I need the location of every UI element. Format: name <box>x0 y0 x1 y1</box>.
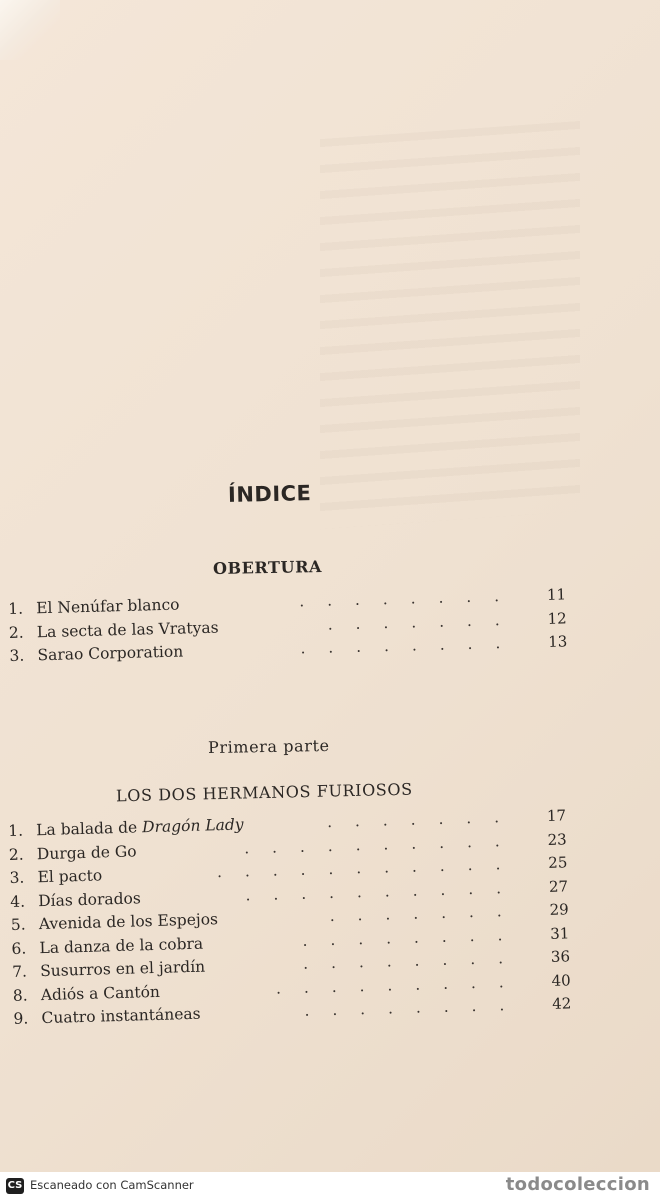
obertura-heading: OBERTURA <box>212 557 323 578</box>
camscanner-logo: CS <box>6 1178 24 1194</box>
entry-page: 40 <box>551 970 571 990</box>
entry-number: 8. <box>12 986 28 1005</box>
primera-parte-toc <box>8 806 584 1033</box>
entry-number: 4. <box>9 892 26 911</box>
entry-title-text: La balada de <box>35 818 143 840</box>
entry-number: 7. <box>11 962 28 981</box>
obertura-toc <box>8 585 580 670</box>
leader-dots: . . . . . . . . . . <box>243 831 509 857</box>
entry-page: 17 <box>546 806 567 825</box>
entry-title: Durga de Go <box>36 841 137 863</box>
entry-page: 12 <box>547 608 567 628</box>
entry-number: 5. <box>10 915 26 934</box>
entry-title: Cuatro instantáneas <box>41 1004 201 1028</box>
entry-title: La danza de la cobra <box>39 934 204 957</box>
leader-dots: . . . . . . . . <box>300 633 510 658</box>
entry-title: La secta de las Vratyas <box>36 618 219 641</box>
leader-dots: . . . . . . . . . . <box>245 878 511 904</box>
entry-page: 42 <box>551 994 572 1013</box>
leader-dots: . . . . . . . . . <box>275 972 513 998</box>
entry-page: 23 <box>547 829 567 849</box>
entry-number: 2. <box>8 845 24 864</box>
entry-title: Sarao Corporation <box>37 642 184 665</box>
todocoleccion-watermark: todocoleccion <box>505 1174 650 1195</box>
leader-dots: . . . . . . . . <box>298 586 509 611</box>
leader-dots: . . . . . . . <box>329 902 511 926</box>
entry-page: 11 <box>546 585 567 604</box>
part-label: Primera parte <box>207 735 330 758</box>
entry-title: El pacto <box>37 866 103 887</box>
entry-page: 13 <box>547 632 568 651</box>
camscanner-label: Escaneado con CamScanner <box>30 1178 194 1192</box>
leader-dots: . . . . . . . . <box>304 995 514 1020</box>
entry-title: Avenida de los Espejos <box>38 910 219 934</box>
entry-page: 25 <box>548 853 568 872</box>
entry-title-italic: Dragón Lady <box>141 815 244 837</box>
bleed-through-text <box>320 121 580 529</box>
entry-title: Adiós a Cantón <box>40 982 161 1004</box>
leader-dots: . . . . . . . . <box>302 948 513 973</box>
entry-number: 3. <box>9 646 25 665</box>
entry-title <box>36 815 244 839</box>
entry-title: Días dorados <box>37 888 142 910</box>
entry-title: Susurros en el jardín <box>39 957 206 981</box>
entry-number: 1. <box>8 821 24 840</box>
leader-dots: . . . . . . . <box>327 610 509 634</box>
leader-dots: . . . . . . . . <box>302 925 512 950</box>
entry-number: 6. <box>11 939 27 958</box>
entry-page: 31 <box>549 923 570 943</box>
entry-page: 36 <box>550 947 571 966</box>
leader-dots: . . . . . . . . . . . <box>216 855 510 882</box>
entry-page: 27 <box>548 876 569 896</box>
index-title: ÍNDICE <box>227 481 312 507</box>
entry-number: 2. <box>8 623 24 642</box>
part-heading: LOS DOS HERMANOS FURIOSOS <box>115 779 413 806</box>
entry-title: El Nenúfar blanco <box>35 595 180 618</box>
entry-page: 29 <box>549 900 569 919</box>
entry-number: 3. <box>9 868 25 887</box>
entry-number: 9. <box>13 1009 29 1028</box>
leader-dots: . . . . . . . <box>326 808 509 832</box>
entry-number: 1. <box>8 599 24 618</box>
page-fold-corner <box>0 0 60 60</box>
scanner-footer <box>0 1172 660 1200</box>
